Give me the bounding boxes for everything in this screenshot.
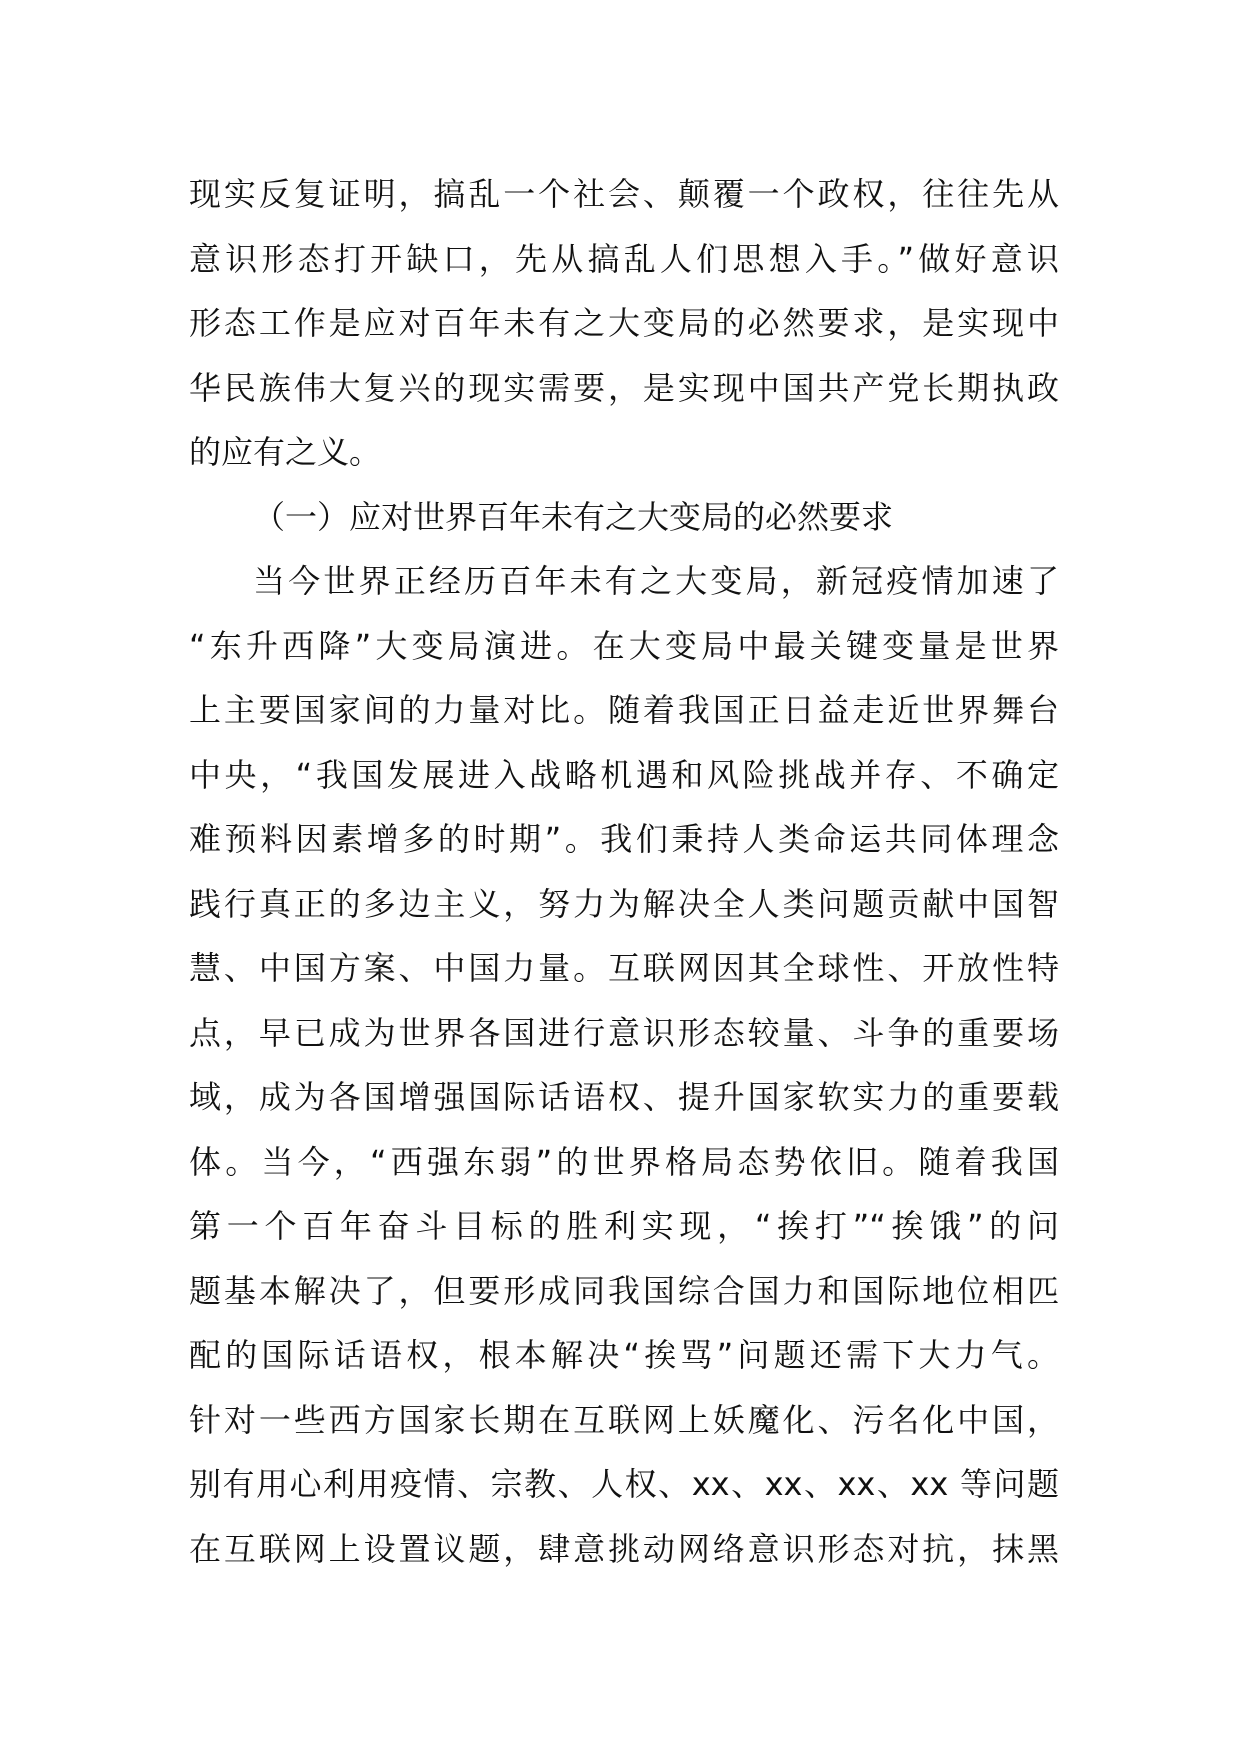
- text-line: 域，成为各国增强国际话语权、提升国家软实力的重要载: [189, 1078, 1059, 1116]
- text-line: 体。当今，“西强东弱”的世界格局态势依旧。随着我国: [189, 1142, 1059, 1181]
- text-line: “东升西降”大变局演进。在大变局中最关键变量是世界: [189, 626, 1059, 665]
- text-line: 在互联网上设置议题，肆意挑动网络意识形态对抗，抹黑: [189, 1529, 1059, 1568]
- text-line: 意识形态打开缺口，先从搞乱人们思想入手。”做好意识: [189, 239, 1059, 278]
- text-line: 第一个百年奋斗目标的胜利实现，“挨打”“挨饿”的问: [189, 1207, 1059, 1245]
- body-text: [189, 162, 1059, 1581]
- text-line: 现实反复证明，搞乱一个社会、颠覆一个政权，往往先从: [189, 175, 1059, 213]
- text-line: 上主要国家间的力量对比。随着我国正日益走近世界舞台: [189, 691, 1059, 729]
- text-line: 慧、中国方案、中国力量。互联网因其全球性、开放性特: [189, 949, 1059, 987]
- text-line: 点，早已成为世界各国进行意识形态较量、斗争的重要场: [189, 1013, 1059, 1052]
- text-line: 当今世界正经历百年未有之大变局，新冠疫情加速了: [253, 562, 1059, 600]
- text-line: 的应有之义。: [189, 433, 382, 471]
- text-line: 配的国际话语权，根本解决“挨骂”问题还需下大力气。: [189, 1336, 1059, 1374]
- section-heading-text: （一）应对世界百年未有之大变局的必然要求: [253, 497, 894, 536]
- text-line: 题基本解决了，但要形成同我国综合国力和国际地位相匹: [189, 1271, 1059, 1310]
- text-line: 针对一些西方国家长期在互联网上妖魔化、污名化中国，: [189, 1400, 1059, 1439]
- paragraph-intro: [189, 162, 1059, 485]
- text-line: 践行真正的多边主义，努力为解决全人类问题贡献中国智: [189, 884, 1059, 923]
- text-line: 华民族伟大复兴的现实需要，是实现中国共产党长期执政: [189, 368, 1059, 407]
- text-line: 别有用心利用疫情、宗教、人权、xx、xx、xx、xx 等问题: [189, 1465, 1059, 1503]
- text-line: 中央，“我国发展进入战略机遇和风险挑战并存、不确定: [189, 755, 1059, 794]
- text-line: 形态工作是应对百年未有之大变局的必然要求，是实现中: [189, 304, 1059, 342]
- section-heading: [189, 485, 1059, 550]
- paragraph-section-one: [189, 549, 1059, 1581]
- text-line: 难预料因素增多的时期”。我们秉持人类命运共同体理念: [189, 820, 1059, 858]
